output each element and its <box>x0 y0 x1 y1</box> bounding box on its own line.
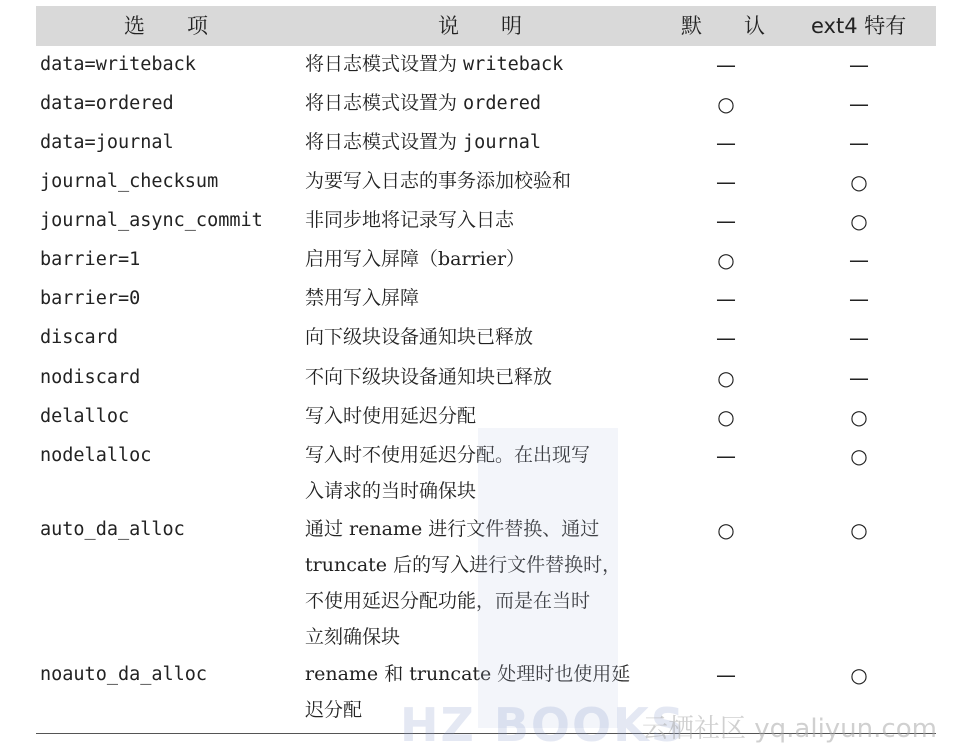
option-name: journal_async_commit <box>40 210 263 231</box>
option-description <box>305 319 675 355</box>
mode-keyword: ordered <box>463 93 542 114</box>
description-text: 不向下级块设备通知块已释放 <box>305 366 553 388</box>
description-text: 写入时使用延迟分配 <box>305 405 477 427</box>
option-name: journal_checksum <box>40 171 219 192</box>
description-line <box>305 85 675 122</box>
ext4-only-mark: ○ <box>850 444 868 468</box>
default-mark: — <box>716 326 736 350</box>
header-default: 默 认 <box>681 14 765 38</box>
ext4-only-mark: — <box>849 131 869 155</box>
option-name: barrier=1 <box>40 249 141 270</box>
option-name: noauto_da_alloc <box>40 664 208 685</box>
table-header <box>36 6 936 46</box>
default-mark: — <box>716 663 736 687</box>
description-line <box>305 46 675 83</box>
description-text: 向下级块设备通知块已释放 <box>305 326 534 348</box>
description-text: 将日志模式设置为 <box>305 53 464 75</box>
ext4-only-mark: — <box>849 287 869 311</box>
description-line: 不使用延迟分配功能，而是在当时 <box>305 590 591 612</box>
default-mark: — <box>716 287 736 311</box>
description-line: 迟分配 <box>305 699 363 721</box>
option-description <box>305 280 675 316</box>
default-mark: ○ <box>717 518 735 542</box>
option-name: data=journal <box>40 132 174 153</box>
option-name: discard <box>40 327 118 348</box>
default-mark: — <box>716 131 736 155</box>
ext4-only-mark: ○ <box>850 405 868 429</box>
header-option: 选 项 <box>124 14 208 38</box>
watermark-logo-block <box>478 428 618 728</box>
description-text: 为要写入日志的事务添加校验和 <box>305 170 572 192</box>
option-name: nodelalloc <box>40 445 152 466</box>
ext4-only-mark: — <box>849 248 869 272</box>
description-text: 将日志模式设置为 <box>305 92 464 114</box>
description-line <box>305 124 675 161</box>
option-description <box>305 241 675 277</box>
option-description <box>305 46 675 83</box>
description-line: 通过 rename 进行文件替换、通过 <box>305 518 600 540</box>
mode-keyword: journal <box>463 132 542 153</box>
ext4-only-mark: — <box>849 366 869 390</box>
option-description <box>305 85 675 122</box>
default-mark: — <box>716 53 736 77</box>
description-line: rename 和 truncate 处理时也使用延 <box>305 663 631 685</box>
description-line <box>305 163 675 199</box>
description-text: 启用写入屏障（barrier） <box>305 248 526 270</box>
watermark-site: 云栖社区 yq.aliyun.com <box>642 714 937 744</box>
option-description <box>305 163 675 199</box>
default-mark: ○ <box>717 92 735 116</box>
header-description: 说 明 <box>438 14 522 38</box>
option-name: nodiscard <box>40 367 141 388</box>
description-line: 立刻确保块 <box>305 626 401 648</box>
description-line <box>305 319 675 355</box>
option-name: data=ordered <box>40 93 174 114</box>
option-description <box>305 202 675 238</box>
default-mark: ○ <box>717 405 735 429</box>
option-description <box>305 124 675 161</box>
description-line: 写入时不使用延迟分配。在出现写 <box>305 444 591 466</box>
default-mark: ○ <box>717 248 735 272</box>
header-ext4-only: ext4 特有 <box>811 14 907 38</box>
ext4-only-mark: ○ <box>850 209 868 233</box>
ext4-only-mark: ○ <box>850 170 868 194</box>
ext4-only-mark: ○ <box>850 663 868 687</box>
watermark-brand: HZ BOOKS <box>400 698 686 752</box>
description-line <box>305 241 675 277</box>
default-mark: — <box>716 209 736 233</box>
ext4-only-mark: — <box>849 53 869 77</box>
mode-keyword: writeback <box>463 54 564 75</box>
option-description <box>305 359 675 395</box>
option-name: barrier=0 <box>40 288 141 309</box>
description-line <box>305 359 675 395</box>
description-text: 禁用写入屏障 <box>305 287 420 309</box>
ext4-only-mark: ○ <box>850 518 868 542</box>
option-name: data=writeback <box>40 54 196 75</box>
ext4-only-mark: — <box>849 92 869 116</box>
description-line: truncate 后的写入进行文件替换时， <box>305 554 622 576</box>
default-mark: — <box>716 170 736 194</box>
option-name: delalloc <box>40 406 130 427</box>
description-line <box>305 202 675 238</box>
description-text: 非同步地将记录写入日志 <box>305 209 515 231</box>
default-mark: ○ <box>717 366 735 390</box>
description-line <box>305 280 675 316</box>
ext4-only-mark: — <box>849 326 869 350</box>
description-line: 入请求的当时确保块 <box>305 480 477 502</box>
option-name: auto_da_alloc <box>40 519 185 540</box>
description-text: 将日志模式设置为 <box>305 131 464 153</box>
default-mark: — <box>716 444 736 468</box>
